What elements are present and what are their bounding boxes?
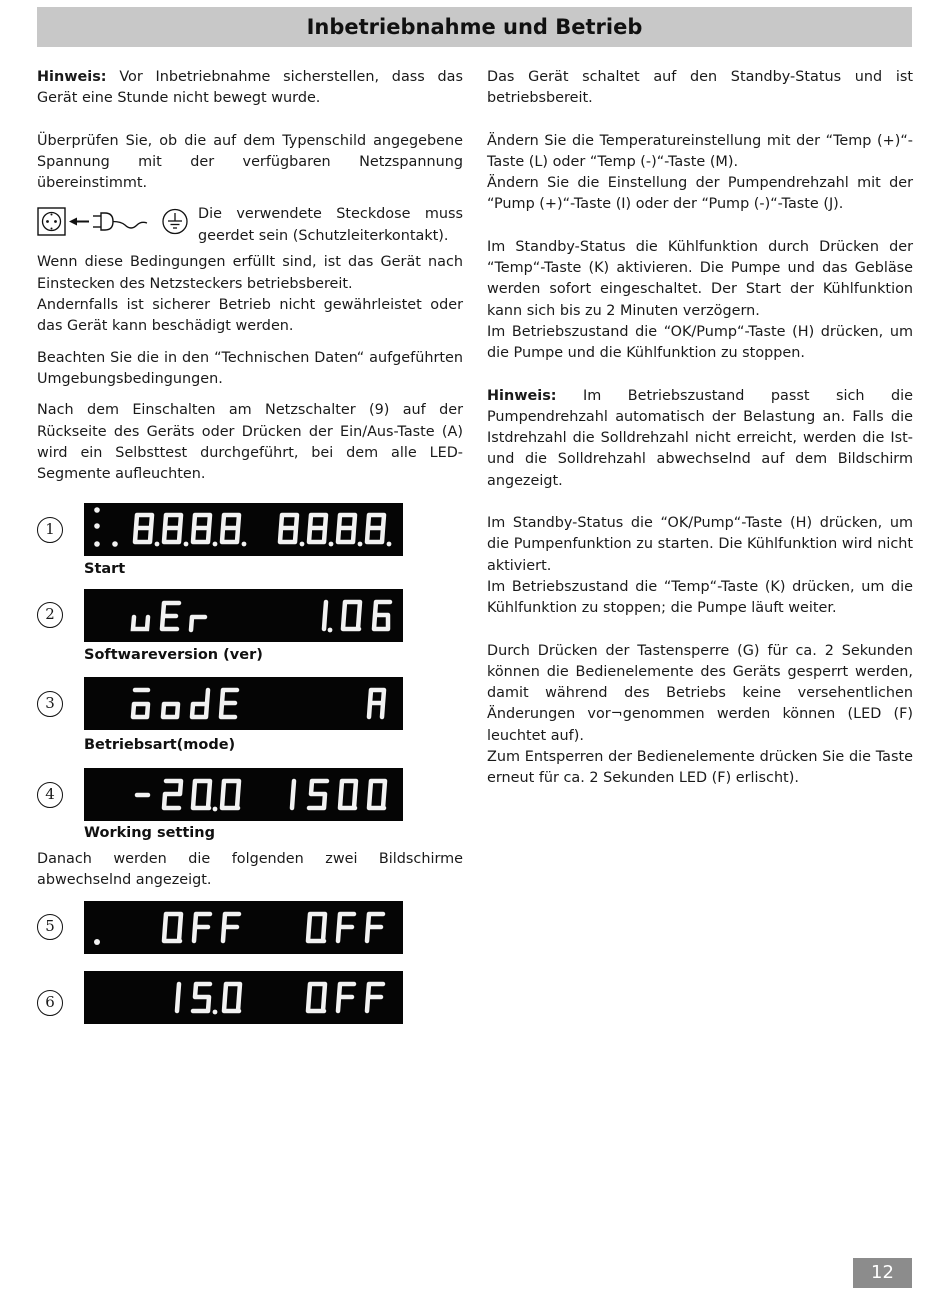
temp-adjust-paragraph: Ändern Sie die Temperatureinstellung mit der “Temp (+)“-Taste (L) oder “Temp (-)“-Taste (M). (487, 132, 913, 170)
note-label: Hinweis: (37, 69, 107, 85)
stop-pump-paragraph: Im Betriebszustand die “OK/Pump“-Taste (H) drücken, um die Pumpe und die Kühlfunktion zu stoppen. (487, 323, 913, 362)
lcd-segments (84, 768, 403, 821)
page-number: 12 (853, 1258, 912, 1288)
selftest-paragraph: Nach dem Einschalten am Netzschalter (9) auf der Rückseite des Geräts oder Drücken der Ein/Aus-Taste (A) wird ein Selbsttest durchgeführt, bei dem alle LED-Segmente aufleuchten. (37, 402, 463, 483)
display-number: 3 (37, 691, 63, 717)
lcd-segments (84, 503, 403, 556)
note-text: Vor Inbetriebnahme sicherstellen, dass das Gerät eine Stunde nicht bewegt wurde. (37, 69, 463, 107)
standby-paragraph: Das Gerät schaltet auf den Standby-Status und ist betriebsbereit. (487, 69, 913, 107)
plug-socket-icon (37, 207, 197, 237)
lcd-display-working (84, 768, 403, 821)
lcd-segments (84, 971, 403, 1024)
display-label: Softwareversion (ver) (84, 647, 263, 663)
display-label: Start (84, 561, 126, 577)
unlock-paragraph: Zum Entsperren der Bedienelemente drücken Sie die Taste erneut für ca. 2 Sekunden LED (F) erlischt). (487, 749, 913, 787)
socket-grounding-text: Die verwendete Steckdose muss geerdet sein (Schutzleiterkontakt). (198, 206, 463, 244)
warning-paragraph: Andernfalls ist sicherer Betrieb nicht gewährleistet oder das Gerät kann beschädigt werden. (37, 297, 463, 335)
note-text: Im Betriebszustand passt sich die Pumpendrehzahl automatisch der Belastung an. Falls die Istdrehzahl die Solldrehzahl nicht erreicht, werden die Ist- und die Solldrehzahl abwechselnd auf dem Bildschirm angezeigt. (487, 387, 913, 489)
lcd-segments (84, 589, 403, 642)
page-title: Inbetriebnahme und Betrieb (306, 15, 643, 39)
display-number: 5 (37, 914, 63, 940)
alternating-screens-text (37, 849, 463, 892)
section-title-bar (37, 7, 912, 47)
pump-speed-note-paragraph (487, 386, 913, 492)
lcd-display-version (84, 589, 403, 642)
display-label: Betriebsart(mode) (84, 737, 236, 753)
lcd-display-temp-off (84, 971, 403, 1024)
lcd-segments (84, 901, 403, 954)
lcd-display-off-off (84, 901, 403, 954)
conditions-paragraph: Wenn diese Bedingungen erfüllt sind, ist das Gerät nach Einstecken des Netzsteckers betriebsbereit. (37, 254, 463, 292)
voltage-paragraph: Überprüfen Sie, ob die auf dem Typenschild angegebene Spannung mit der verfügbaren Netzspannung übereinstimmt. (37, 132, 463, 192)
key-lock-paragraph: Durch Drücken der Tastensperre (G) für ca. 2 Sekunden können die Bedienelemente des Geräts gesperrt werden, damit während des Betriebs keine versehentlichen Änderungen vor¬genommen werden können (LED (F) leuchtet auf). (487, 642, 913, 744)
display-number: 1 (37, 517, 63, 543)
lcd-segments (84, 677, 403, 730)
socket-illustration-row (37, 204, 463, 252)
lcd-display-start (84, 503, 403, 556)
cooling-activate-paragraph: Im Standby-Status die Kühlfunktion durch Drücken der “Temp“-Taste (K) aktivieren. Die Pumpe und das Gebläse werden sofort eingeschaltet. Der Start der Kühlfunktion kann sich bis zu 2 Minuten verzögern. (487, 238, 913, 319)
pump-start-paragraph: Im Standby-Status die “OK/Pump“-Taste (H) drücken, um die Pumpenfunktion zu starten. Die Kühlfunktion wird nicht aktiviert. (487, 515, 913, 574)
cooling-stop-paragraph: Im Betriebszustand die “Temp“-Taste (K) drücken, um die Kühlfunktion zu stoppen; die Pumpe läuft weiter. (487, 578, 913, 617)
display-number: 6 (37, 990, 63, 1016)
start-digits (135, 515, 384, 542)
right-column (487, 67, 913, 790)
pump-adjust-paragraph: Ändern Sie die Einstellung der Pumpendrehzahl mit der “Pump (+)“-Taste (I) oder der “Pump (-)“-Taste (J). (487, 175, 913, 213)
display-label: Working setting (84, 825, 215, 841)
left-column (37, 67, 463, 485)
display-number: 2 (37, 602, 63, 628)
note-paragraph (37, 67, 463, 110)
lcd-display-mode (84, 677, 403, 730)
display-number: 4 (37, 782, 63, 808)
alternating-screens-paragraph: Danach werden die folgenden zwei Bildschirme abwechselnd angezeigt. (37, 851, 463, 889)
environment-paragraph: Beachten Sie die in den “Technischen Daten“ aufgeführten Umgebungsbedingungen. (37, 349, 463, 387)
note-label: Hinweis: (487, 387, 557, 404)
